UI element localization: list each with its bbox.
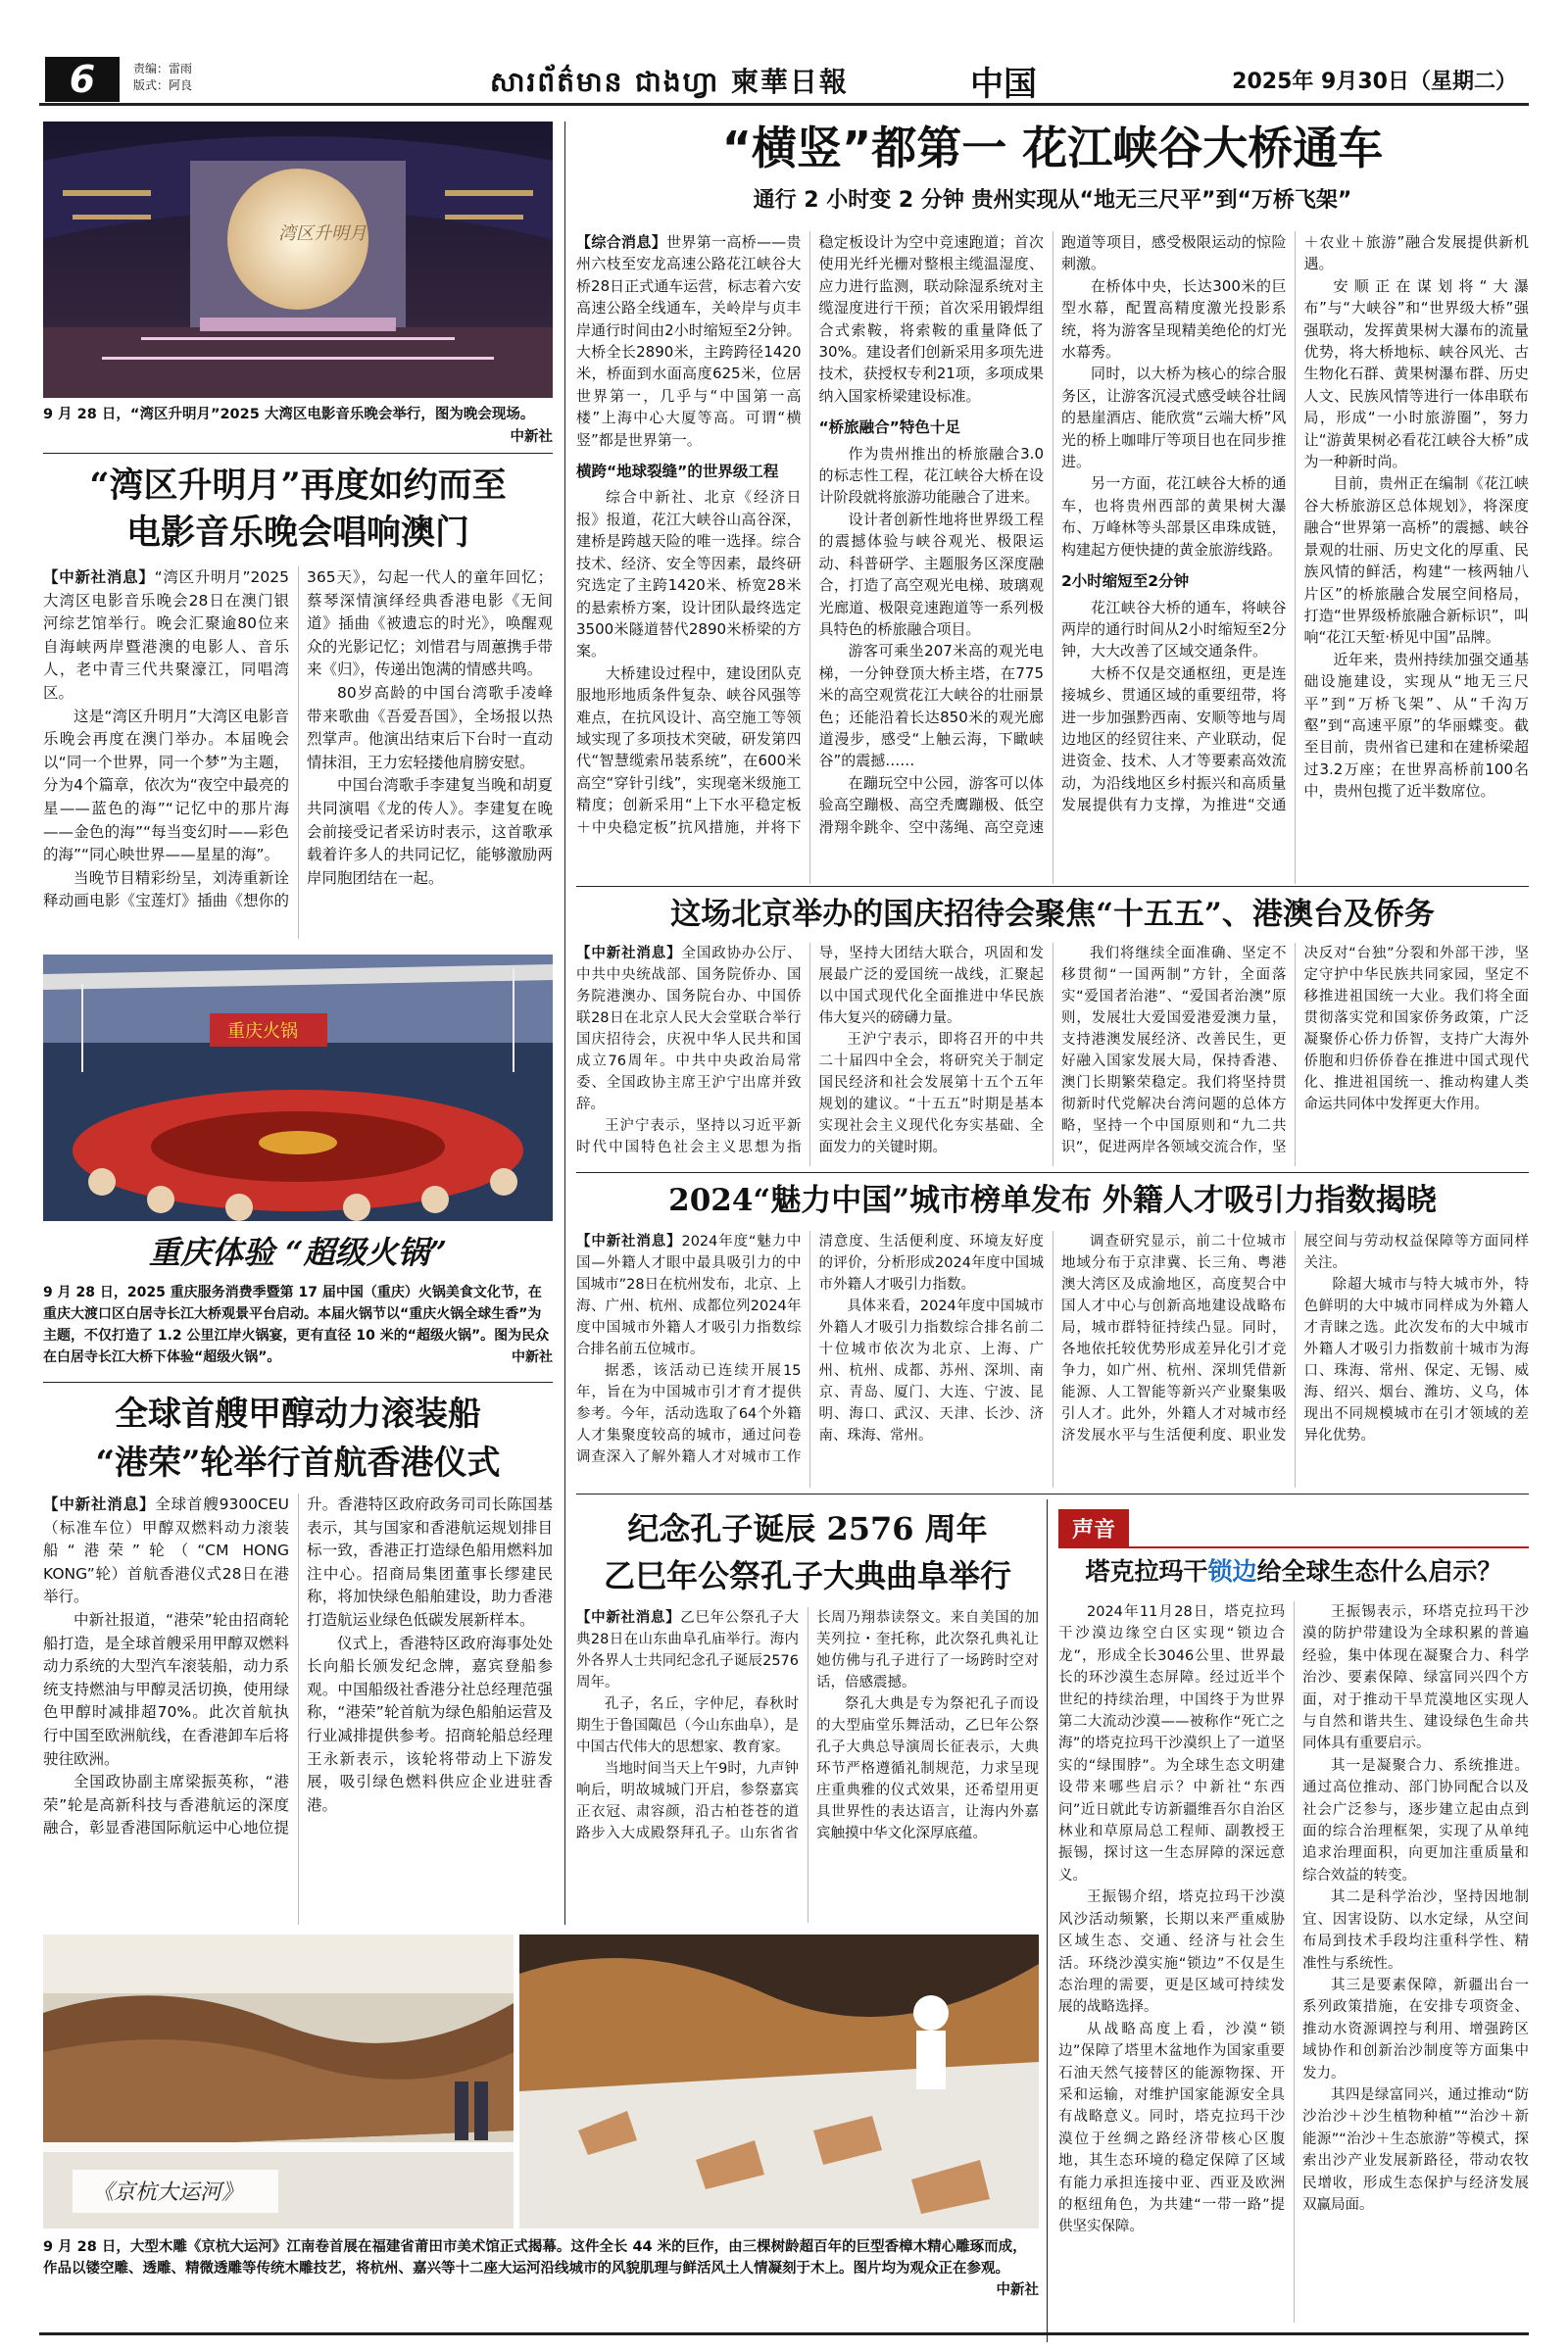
column-divider	[564, 122, 565, 1925]
paragraph: 中新社报道，“港荣”轮由招商轮船打造，是全球首艘采用甲醇双燃料动力系统的大型汽车滚装船，动力系统支持燃油与甲醇灵活切换，使用绿色甲醇时减排超70%。此次首航执行中国至欧洲航线，在香港卸车后将驶往欧洲。	[43, 1610, 289, 1768]
bridge-headline: “横竖”都第一 花江峡谷大桥通车	[721, 122, 1384, 174]
paragraph: 祭孔大典是专为祭祀孔子而设的大型庙堂乐舞活动，乙巳年公祭孔子大典总导演周长征表示，大典环节严格遵循礼制规范，力求呈现庄重典雅的仪式效果，还希望用更具世界性的表达语言，让海内外嘉宾触摸中华文化深厚底蕴。	[816, 1696, 1039, 1841]
lead-tag: 【综合消息】	[576, 233, 667, 251]
paragraph: 中国台湾歌手李建复当晚和胡夏共同演唱《龙的传人》。李建复在晚会前接受记者采访时表示，这首歌承载着许多人的共同记忆，能够激励两岸同胞团结在一起。	[307, 776, 553, 887]
divider	[576, 1172, 1529, 1173]
lead-tag: 【中新社消息】	[43, 1495, 156, 1513]
headline-part: 给全球生态什么启示？	[1256, 1557, 1502, 1586]
paragraph: 目前，贵州正在编制《花江峡谷大桥旅游区总体规划》，将深度融合“世界第一高桥”的震撼、峡谷景观的壮丽、历史文化的厚重、民族风情的鲜活，构建“一核两轴八片区”的桥旅融合发展空间格局，打造“世界级桥旅融合新标识”，叫响“花江天堑·桥见中国”品牌。	[1303, 474, 1529, 647]
voice-column-label: 声音	[1058, 1509, 1129, 1547]
headline-highlight: 锁边	[1207, 1557, 1257, 1586]
charm-headline: 2024“魅力中国”城市榜单发布 外籍人才吸引力指数揭晓	[668, 1183, 1437, 1218]
paragraph: 仪式上，香港特区政府海事处处长向船长颁发纪念牌，嘉宾登船参观。中国船级社香港分社总经理范强称，“港荣”轮首航为绿色船舶运营及行业减排提供参考。招商轮船总经理王永新表示，该轮将带动上下游发展，吸引绿色燃料供应企业进驻香港。	[307, 1634, 553, 1814]
lead-text: 世界第一高桥——贵州六枝至安龙高速公路花江峡谷大桥28日正式通车运营，标志着六安高速公路全线通车，关岭岸与贞丰岸通行时间由2小时缩短至2分钟。大桥全长2890米，主跨跨径1420米，桥面到水面高度625米，位居世界第一，几乎与“中国第一高楼”上海中心大厦等高。可谓“横竖”都是世界第一。	[576, 233, 802, 449]
headline-line-2: 乙巳年公祭孔子大典曲阜举行	[603, 1557, 1011, 1594]
caption-text: 9 月 28 日，2025 重庆服务消费季暨第 17 届中国（重庆）火锅美食文化节，在重庆大渡口区白居寺长江大桥观景平台启动。本届火锅节以“重庆火锅全球生香”为主题，不仅打造了 1.2 公里江岸火锅宴，更有直径 10 米的“超级火锅”。图为民众在白居寺长江大桥下体验“超级火锅”。	[43, 1285, 550, 1365]
headline-part: 塔克拉玛干	[1085, 1557, 1208, 1586]
paragraph: 这是“湾区升明月”大湾区电影音乐晚会再度在澳门举办。本届晚会以“同一个世界，同一个梦”为主题，分为4个篇章，依次为“夜空中最亮的星——蓝色的海”“记忆中的那片海——金色的海”“每当变幻时——彩色的海”“同心映世界——星星的海”。	[43, 707, 289, 864]
paragraph: 另一方面，花江峡谷大桥的通车，也将贵州西部的黄果树大瀑布、万峰林等头部景区串珠成链，构建起方便快捷的黄金旅游线路。	[1061, 474, 1287, 559]
divider	[43, 453, 553, 454]
section-subheading: 2小时缩短至2分钟	[1061, 572, 1190, 591]
macau-article-body	[43, 566, 553, 939]
concert-stage-illustration	[43, 122, 553, 398]
canal-banner: 《京杭大运河》	[92, 2180, 244, 2205]
paragraph: 调查研究显示，前二十位城市地域分布于京津冀、长三角、粤港澳大湾区及成渝地区，高度契合中国人才中心与创新高地建设战略布局，城市群特征持续凸显。同时，各地依托较优势形成差异化引才竞争力，如广州、杭州、深圳凭借新能源、人工智能等新兴产业聚集吸引人才。此外，外籍人才对城市经济发展水平与生活便利度、职业发展空间与劳动权益保障等方面同样关注。	[1061, 1234, 1529, 1444]
column-divider	[1047, 1499, 1048, 2342]
charm-article-body	[576, 1231, 1529, 1488]
paragraph: 2024年11月28日，塔克拉玛干沙漠边缘空白区实现“锁边合龙”，形成全长3046公里、世界最长的环沙漠生态屏障。经过近半个世纪的持续治理，中国终于为世界第二大流动沙漠——被称作“死亡之海”的塔克拉玛干沙漠织上了一道坚实的“绿围脖”。为全球生态文明建设带来哪些启示？中新社“东西问”近日就此专访新疆维吾尔自治区林业和草原局总工程师、副教授王振锡，探讨这一生态屏障的深远意义。	[1058, 1604, 1285, 1884]
bridge-subhead: 通行 2 小时变 2 分钟 贵州实现从“地无三尺平”到“万桥飞架”	[753, 188, 1352, 213]
paragraph: 80岁高龄的中国台湾歌手凌峰带来歌曲《吾爱吾国》，全场报以热烈掌声。他演出结束后下台时一直动情抹泪，王力宏轻搂他肩膀安慰。	[307, 683, 553, 771]
voice-headline	[1058, 1554, 1529, 1590]
headline-line-2: “港荣”轮举行首航香港仪式	[95, 1444, 501, 1483]
paragraph: 作为贵州推出的桥旅融合3.0的标志性工程，花江峡谷大桥在设计阶段就将旅游功能融合了进来。	[818, 444, 1044, 507]
hotpot-headline: 重庆体验 “超级火锅”	[149, 1234, 447, 1271]
reception-article-body	[576, 943, 1529, 1166]
lead-tag: 【中新社消息】	[43, 568, 155, 586]
headline-line-2: 电影音乐晚会唱响澳门	[125, 513, 469, 553]
lead-text: “湾区升明月”2025大湾区电影音乐晚会28日在澳门银河综艺馆举行。晚会汇聚逾80位来自海峡两岸暨港澳的电影人、音乐人，老中青三代共聚濠江，同唱湾区。	[43, 568, 289, 702]
canal-caption	[43, 2236, 1039, 2301]
confucius-article-body	[576, 1607, 1039, 1923]
photo-credit: 中新社	[512, 1349, 553, 1365]
confucius-headline	[576, 1505, 1039, 1599]
concert-photo	[43, 122, 553, 398]
stage-title-text: 湾区升明月	[278, 223, 367, 244]
paragraph: 当晚节目精彩纷呈，刘涛重新诠释动画电影《宝莲灯》插曲《想你的365天》，勾起一代人的童年回忆；蔡琴深情演绎经典香港电影《无间道》插曲《被遗忘的时光》，唤醒观众的光影记忆；刘惜君与周蕙携手带来《归》，传递出饱满的情感共鸣。	[43, 568, 553, 910]
paragraph: 大桥不仅是交通枢纽，更是连接城乡、贯通区域的重要纽带，将进一步加强黔西南、安顺等地与周边地区的经贸往来、产业联动，促进资金、技术、人才等要素高效流动，为沿线地区乡村振兴和高质量发展提供有力支撑，为推进“交通＋农业＋旅游”融合发展提供新机遇。	[1061, 233, 1529, 814]
photo-credit: 中新社	[996, 2282, 1039, 2298]
paragraph: 当地时间当天上午9时，九声钟响后，明故城城门开启，参祭嘉宾正衣冠、肃容颜，沿古柏苍苍的道路步入大成殿祭拜孔子。山东省省长周乃翔恭读祭文。来自美国的加芙列拉・奎托称，此次祭孔典礼让她仿佛与孔子进行了一场跨时空对话，倍感震撼。	[576, 1610, 1039, 1841]
hotpot-illustration	[43, 955, 553, 1221]
headline-line-1: 纪念孔子诞辰 2576 周年	[627, 1510, 988, 1547]
lead-tag: 【中新社消息】	[576, 1234, 682, 1250]
paragraph: 在桥体中央，长达300米的巨型水幕，配置高精度激光投影系统，将为游客呈现精美绝伦的灯光水幕秀。	[1061, 276, 1287, 362]
lead-text: 2024年度“魅力中国—外籍人才眼中最具吸引力的中国城市”28日在杭州发布，北京、上海、广州、杭州、成都位列2024年度中国城市外籍人才吸引力指数综合排名前五位城市。	[576, 1234, 802, 1357]
ship-headline	[43, 1390, 553, 1488]
macau-headline	[43, 463, 553, 557]
ship-article-body	[43, 1494, 553, 1925]
caption-text: 9 月 28 日，“湾区升明月”2025 大湾区电影音乐晚会举行，图为晚会现场。	[43, 407, 535, 422]
paragraph: 王振锡表示，环塔克拉玛干沙漠的防护带建设为全球积累的普遍经验，集中体现在凝聚合力、科学治沙、要素保障、绿富同兴四个方面，对于推动干旱荒漠地区实现人与自然和谐共生、建设绿色生命共同体具有重要启示。	[1302, 1604, 1529, 1752]
paragraph: 安顺正在谋划将“大瀑布”与“大峡谷”和“世界级大桥”强强联动，发挥黄果树大瀑布的流量优势，将大桥地标、峡谷风光、古生物化石群、黄果树瀑布群、历史人文、民族风情等进行一体串联布局，形成“一小时旅游圈”，努力让“游黄果树必看花江峡谷大桥”成为一种新时尚。	[1303, 276, 1529, 471]
lead-tag: 【中新社消息】	[576, 946, 682, 961]
photo-credit: 中新社	[510, 429, 553, 445]
canal-photo-left	[43, 1935, 514, 2229]
hotpot-photo	[43, 955, 553, 1221]
editor-line: 责编：雷雨	[133, 62, 193, 75]
paragraph: 据悉，该活动已连续开展15年，旨在为中国城市引才育才提供参考。今年，活动选取了64个外籍人才集聚度较高的城市，通过问卷调查深入了解外籍人才对城市工作清意度、生活便利度、环境友好度的评价，分析形成2024年度中国城市外籍人才吸引力指数。	[576, 1234, 1044, 1465]
masthead	[39, 51, 1529, 106]
section-subheading: “桥旅融合”特色十足	[818, 418, 960, 437]
footer-rule	[39, 2332, 1529, 2335]
caption-text: 9 月 28 日，大型木雕《京杭大运河》江南卷首展在福建省莆田市美术馆正式揭幕。这件全长 44 米的巨作，由三棵树龄超百年的巨型香樟木精心雕琢而成，作品以镂空雕、透雕、精微透雕等传统木雕技艺，将杭州、嘉兴等十二座大运河沿线城市的风貌肌理与鲜活风土人情凝刻于木上。图片均为观众正在参观。	[43, 2239, 1027, 2277]
headline-line-1: “湾区升明月”再度如约而至	[89, 466, 507, 506]
layout-line: 版式：阿良	[133, 78, 193, 92]
concert-photo-caption	[43, 404, 553, 449]
paragraph: 花江峡谷大桥的通车，将峡谷两岸的通行时间从2小时缩短至2分钟，大大改善了区域交通条件。	[1061, 598, 1287, 661]
paragraph: 近年来，贵州持续加强交通基础设施建设，实现从“地无三尺平”到“万桥飞架”、从“千沟万壑”到“高速平原”的华丽蝶变。截至目前，贵州省已建和在建桥梁超过3.2万座；在世界高桥前100名中，贵州包揽了近半数席位。	[1303, 650, 1529, 801]
lead-text: 全国政协办公厅、中共中央统战部、国务院侨办、国务院港澳办、国务院台办、中国侨联28日在北京人民大会堂联合举行国庆招待会，庆祝中华人民共和国成立76周年。中共中央政治局常委、全国政协主席王沪宁出席并致辞。	[576, 946, 802, 1112]
paragraph: 除超大城市与特大城市外，特色鲜明的大中城市同样成为外籍人才青睐之选。此次发布的大中城市外籍人才吸引力指数前十城市为海口、珠海、常州、保定、无锡、威海、绍兴、烟台、潍坊、义乌，体现出不同规模城市在引才领域的差异化优势。	[1303, 1277, 1529, 1444]
paragraph: 其三是要素保障，新疆出台一系列政策措施，在安排专项资金、推动水资源调控与利用、增强跨区域协作和创新治沙制度等方面集中发力。	[1302, 1977, 1529, 2082]
paragraph: 王沪宁表示，即将召开的中共二十届四中全会，将研究关于制定国民经济和社会发展第十五个五年规划的建议。“十五五”时期是基本实现社会主义现代化夯实基础、全面发力的关键时期。	[818, 1032, 1044, 1155]
hotpot-caption	[43, 1282, 553, 1368]
page-number: 6	[45, 57, 120, 102]
section-name: 中国	[970, 65, 1037, 104]
paragraph: 其二是科学治沙，坚持因地制宜、因害设防、以水定绿，从空间布局到技术手段均注重科学性、精准性与系统性。	[1302, 1889, 1529, 1972]
paragraph: 大桥建设过程中，建设团队克服地形地质条件复杂、峡谷风强等难点，在抗风设计、高空施工等领域实现了多项技术突破，研发第四代“智慧缆索吊装系统”，在600米高空“穿针引线”，实现毫米级施工精度；创新采用“上下水平稳定板＋中央稳定板”抗风措施，并将下稳定板设计为空中竞速跑道；首次使用光纤光栅对整根主缆温湿度、应力进行监测，联动除湿系统对主缆湿度进行干预；首次采用锻焊组合式索鞍，将索鞍的重量降低了30%。建设者们创新采用多项先进技术，获授权专利21项，多项成果纳入国家桥梁建设标准。	[576, 233, 1044, 836]
headline-line-1: 全球首艘甲醇动力滚装船	[115, 1395, 481, 1434]
paragraph: 王振锡介绍，塔克拉玛干沙漠风沙活动频繁，长期以来严重威胁区域生态、交通、经济与社会生活。环绕沙漠实施“锁边”不仅是生态治理的需要，更是区域可持续发展的战略选择。	[1058, 1889, 1285, 2016]
paragraph: 从战略高度上看，沙漠“锁边”保障了塔里木盆地作为国家重要石油天然气接替区的能源物探、开采和运输，对维护国家能源安全具有战略意义。同时，塔克拉玛干沙漠位于丝绸之路经济带核心区腹地，其生态环境的稳定保障了区域有能力承担连接中亚、西亚及欧洲的枢纽角色，为共建“一带一路”提供坚实保障。	[1058, 2021, 1285, 2235]
voice-article-body	[1058, 1601, 1529, 2323]
paragraph: 游客可乘坐207米高的观光电梯，一分钟登顶大桥主塔，在775米的高空观赏花江大峡谷的壮丽景色；还能沿着长达850米的观光廊道漫步，感受“上触云海，下瞰峡谷”的震撼……	[818, 642, 1044, 770]
paragraph: 同时，以大桥为核心的综合服务区，让游客沉浸式感受峡谷壮阔的悬崖酒店、能欣赏“云端大桥”风光的桥上咖啡厅等项目也在同步推进。	[1061, 365, 1287, 471]
wood-carving-hall-illustration	[43, 1935, 514, 2229]
lead-tag: 【中新社消息】	[576, 1610, 681, 1626]
divider	[43, 1382, 553, 1383]
paragraph: 全国政协副主席梁振英称，“港荣”轮是高新科技与香港航运的深度融合，彰显香港国际航运中心地位提升。香港特区政府政务司司长陈国基表示，其与国家和香港航运规划排目标一致，香港正打造绿色船用燃料加注中心。招商局集团董事长缪建民称，将加快绿色船舶建设，助力香港打造航运业绿色低碳发展新样本。	[43, 1495, 553, 1838]
paragraph: 其四是绿富同兴，通过推动“防沙治沙＋沙生植物种植”“治沙＋新能源”“治沙＋生态旅游”等模式，探索出沙产业发展新路径，带动农牧民增收，形成生态保护与经济发展双赢局面。	[1302, 2086, 1529, 2213]
lead-text: 乙巳年公祭孔子大典28日在山东曲阜孔庙举行。海内外各界人士共同纪念孔子诞辰2576周年。	[576, 1610, 799, 1690]
canal-photo-right	[519, 1935, 1039, 2229]
publication-date: 2025年 9月30日（星期二）	[1232, 70, 1517, 94]
divider	[1058, 1546, 1529, 1548]
section-subheading: 横跨“地球裂缝”的世界级工程	[576, 463, 779, 481]
paragraph: 我们将继续全面准确、坚定不移贯彻“一国两制”方针，全面落实“爱国者治港”、“爱国者治澳”原则，发展壮大爱国爱港爱澳力量，支持港澳发展经济、改善民生，更好融入国家发展大局，保持香港、澳门长期繁荣稳定。我们将坚持贯彻新时代党解决台湾问题的总体方略，坚持一个中国原则和“九二共识”，促进两岸各领域交流合作，坚决反对“台独”分裂和外部干涉，坚定守护中华民族共同家园，坚定不移推进祖国统一大业。我们将全面贯彻落实党和国家侨务政策，广泛凝聚侨心侨力侨智，支持广大海外侨胞和归侨侨眷在推进中国式现代化、推进祖国统一、推动构建人类命运共同体中发挥更大作用。	[1061, 946, 1529, 1155]
wood-carving-closeup-illustration	[519, 1935, 1039, 2229]
divider	[576, 886, 1529, 887]
paragraph: 综合中新社、北京《经济日报》报道，花江大峡谷山高谷深，建桥是跨越天险的唯一选择。综合技术、经济、安全等因素，最终研究选定了主跨1420米、桥宽28米的悬索桥方案，设计团队最终选定3500米隧道替代2890米桥梁的方案。	[576, 488, 802, 661]
paragraph: 在蹦玩空中公园，游客可以体验高空蹦极、高空秃鹰蹦极、低空滑翔伞跳伞、空中荡绳、高空竞速跑道等项目，感受极限运动的惊险刺激。	[818, 233, 1287, 836]
paragraph: 具体来看，2024年度中国城市外籍人才吸引力指数综合排名前二十位城市依次为北京、上海、广州、杭州、成都、苏州、深圳、南京、青岛、厦门、大连、宁波、昆明、海口、武汉、天津、长沙、济南、珠海、常州。	[818, 1298, 1044, 1444]
paragraph: 王沪宁表示，坚持以习近平新时代中国特色社会主义思想为指导，坚持大团结大联合，巩固和发展最广泛的爱国统一战线，汇聚起以中国式现代化全面推进中华民族伟大复兴的磅礴力量。	[576, 946, 1044, 1155]
paragraph: 设计者创新性地将世界级工程的震撼体验与峡谷观光、极限运动、科普研学、主题服务区深度融合，打造了高空观光电梯、玻璃观光廊道、极限竞速跑道等一系列极具特色的桥旅融合项目。	[818, 510, 1044, 638]
paper-name: សារព័ត៌មាន ជាងហ្វា 柬華日報	[490, 66, 849, 98]
paragraph: 孔子，名丘，字仲尼，春秋时期生于鲁国陬邑（今山东曲阜），是中国古代伟大的思想家、教育家。	[576, 1696, 799, 1755]
bridge-article-body	[576, 231, 1529, 884]
paragraph: 其一是凝聚合力、系统推进。通过高位推动、部门协同配合以及社会广泛参与，逐步建立起由点到面的综合治理框架，实现了从单纯追求治理面积，向更加注重质量和综合效益的转变。	[1302, 1757, 1529, 1884]
reception-headline: 这场北京举办的国庆招待会聚焦“十五五”、港澳台及侨务	[670, 897, 1435, 932]
editor-credits	[133, 61, 192, 94]
banner-text: 重庆火锅	[227, 1021, 298, 1042]
lead-text: 全球首艘9300CEU（标准车位）甲醇双燃料动力滚装船“港荣”轮（“CM HONG KONG”轮）首航香港仪式28日在港举行。	[43, 1495, 289, 1606]
